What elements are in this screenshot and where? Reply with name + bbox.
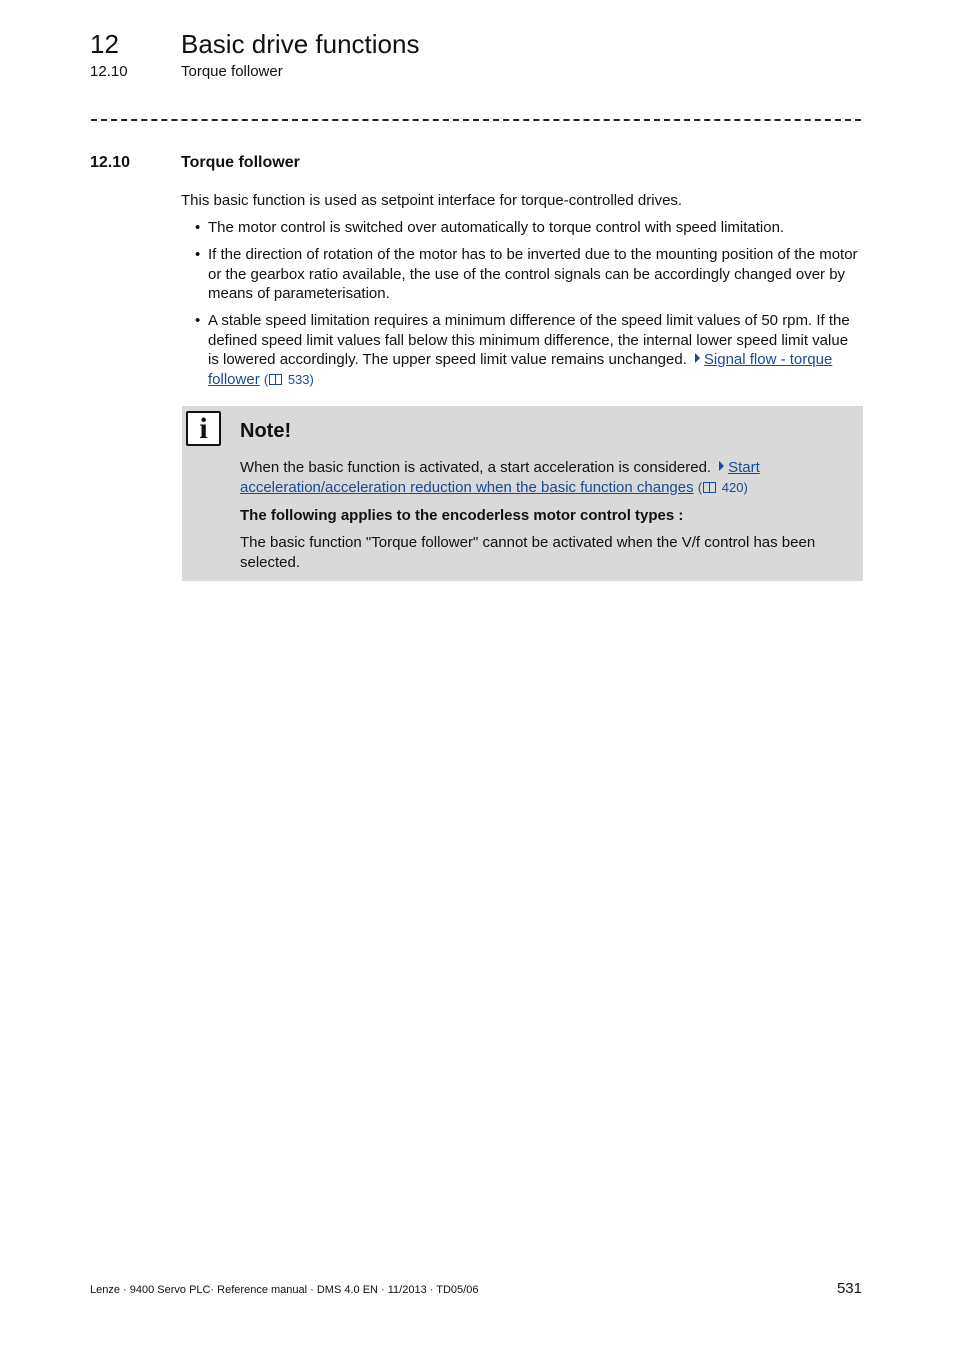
page-reference-number: 533 — [287, 371, 310, 387]
book-icon — [269, 374, 282, 385]
note-paragraph — [240, 458, 855, 497]
header-section-number: 12.10 — [90, 63, 128, 80]
footer-document-info: Lenze · 9400 Servo PLC· Reference manual · DMS 4.0 EN · 11/2013 · TD05/06 — [90, 1284, 479, 1296]
intro-paragraph: This basic function is used as setpoint interface for torque-controlled drives. — [181, 192, 683, 209]
info-icon: i — [186, 411, 221, 446]
chapter-title: Basic drive functions — [181, 29, 420, 59]
list-item — [181, 245, 863, 304]
header-divider — [91, 119, 861, 121]
section-number: 12.10 — [90, 154, 131, 171]
note-text: When the basic function is activated, a start acceleration is considered. — [240, 459, 712, 476]
link-arrow-icon — [695, 353, 700, 363]
page-number: 531 — [836, 1280, 862, 1297]
page-reference-number: 420 — [721, 479, 744, 495]
header-section-title: Torque follower — [181, 63, 283, 80]
note-paragraph: The basic function "Torque follower" cannot be activated when the V/f control has been selected. — [240, 534, 816, 571]
bullet-text: If the direction of rotation of the motor has to be inverted due to the mounting position of the motor or the gearbox ratio available, the use of the control signals can be accordingly changed over by means of parameterisation. — [208, 246, 858, 302]
list-item — [181, 311, 863, 389]
bullet-text: The motor control is switched over automatically to torque control with speed limitation. — [208, 219, 785, 236]
chapter-number: 12 — [90, 29, 119, 59]
note-title: Note! — [240, 420, 292, 442]
bullet-marker: • — [195, 246, 201, 263]
bullet-marker: • — [195, 219, 201, 236]
bullet-marker: • — [195, 312, 201, 329]
bullet-text: A stable speed limitation requires a minimum difference of the speed limit values of 50 rpm. If the defined speed limit values fall below this minimum difference, the internal lower speed limit value is lowered accordingly. The upper speed limit value remains unchanged. — [208, 312, 850, 368]
section-title: Torque follower — [181, 154, 300, 171]
page-reference[interactable]: ( 420) — [697, 479, 748, 495]
start-acceleration-link[interactable]: Start acceleration/acceleration reduction when the basic function changes — [240, 459, 760, 496]
signal-flow-link[interactable]: Signal flow - torque follower — [208, 351, 833, 388]
link-arrow-icon — [719, 461, 724, 471]
list-item — [181, 218, 863, 238]
bullet-list — [181, 218, 863, 397]
note-bold-heading: The following applies to the encoderless motor control types : — [240, 507, 684, 524]
book-icon — [703, 482, 716, 493]
page-reference[interactable]: ( 533) — [263, 371, 314, 387]
